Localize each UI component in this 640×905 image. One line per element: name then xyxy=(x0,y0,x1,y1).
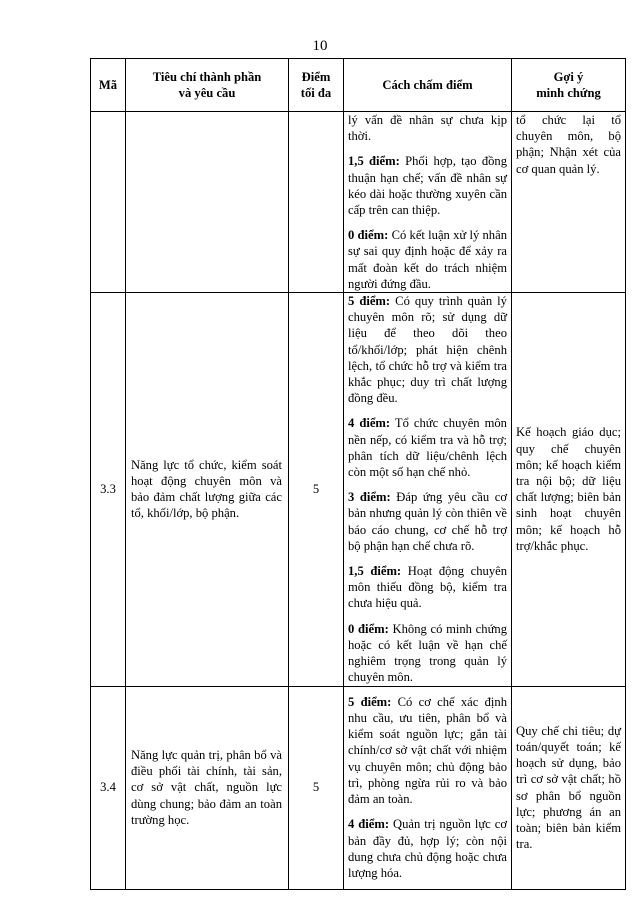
code-cell: 3.4 xyxy=(91,686,126,889)
header-evidence: Gợi ý minh chứng xyxy=(512,59,626,112)
header-criterion: Tiêu chí thành phần và yêu cầu xyxy=(126,59,289,112)
criterion-cell: Năng lực quản trị, phân bổ và điều phối tài chính, tài sản, cơ sở vật chất, nguồn lực dùng chung; bảo đảm an toàn trường học. xyxy=(126,686,289,889)
page-number: 10 xyxy=(312,38,328,54)
score-line: 4 điểm: Quản trị nguồn lực cơ bản đầy đủ, hợp lý; còn nội dung chưa chủ động hoặc chưa lượng hóa. xyxy=(348,817,507,880)
score-line: 5 điểm: Có quy trình quản lý chuyên môn rõ; sử dụng dữ liệu để theo dõi theo tổ/khối/lớp; phát hiện chênh lệch, tổ chức hỗ trợ và kiểm tra khắc phục; duy trì chất lượng đồng đều. xyxy=(348,294,507,406)
max-score-cell: 5 xyxy=(289,686,344,889)
table-row-continued xyxy=(91,112,626,293)
evidence-cell: Quy chế chi tiêu; dự toán/quyết toán; kế hoạch sử dụng, bảo trì cơ sở vật chất; hồ sơ phân bổ nguồn lực; phương án an toàn; biên bản kiểm tra. xyxy=(512,686,626,889)
table-row-3-3 xyxy=(91,293,626,686)
score-line: 1,5 điểm: Phối hợp, tạo đồng thuận hạn chế; vấn đề nhân sự kéo dài hoặc thường xuyên cần cấp trên can thiệp. xyxy=(348,154,508,218)
header-code: Mã xyxy=(91,59,126,112)
max-score-cell xyxy=(289,112,344,293)
score-line: 3 điểm: Đáp ứng yêu cầu cơ bản nhưng quản lý còn thiên về báo cáo chung, cơ chế hỗ trợ bộ phận hạn chế chưa rõ. xyxy=(348,490,507,553)
criteria-table xyxy=(90,58,626,890)
criterion-cell xyxy=(126,112,289,293)
criterion-cell: Năng lực tổ chức, kiểm soát hoạt động chuyên môn và bảo đảm chất lượng giữa các tổ, khối/lớp, bộ phận. xyxy=(126,293,289,686)
header-scoring-method: Cách chấm điểm xyxy=(344,59,512,112)
score-line: lý vấn đề nhân sự chưa kịp thời. xyxy=(348,113,507,144)
score-line: 5 điểm: Có cơ chế xác định nhu cầu, ưu tiên, phân bổ và kiểm soát nguồn lực; gắn tài chính/cơ sở vật chất với nhiệm vụ chuyên môn; chủ động bảo trì, phòng ngừa rủi ro và bảo đảm an toàn. xyxy=(348,694,508,807)
scoring-cell xyxy=(344,686,512,889)
score-line: 0 điểm: Có kết luận xử lý nhân sự sai quy định hoặc để xảy ra mất đoàn kết do trách nhiệm người đứng đầu. xyxy=(348,228,507,291)
code-cell: 3.3 xyxy=(91,293,126,686)
max-score-cell: 5 xyxy=(289,293,344,686)
evidence-cell: Kế hoạch giáo dục; quy chế chuyên môn; kế hoạch kiểm tra nội bộ; dữ liệu chất lượng; biên bản sinh hoạt chuyên môn; kế hoạch hỗ trợ/khắc phục. xyxy=(512,293,626,686)
evidence-cell: tổ chức lại tổ chuyên môn, bộ phận; Nhận xét của cơ quan quản lý. xyxy=(512,112,626,293)
score-line: 4 điểm: Tổ chức chuyên môn nền nếp, có kiểm tra và hỗ trợ; phân tích dữ liệu/chênh lệch còn một số hạn chế nhỏ. xyxy=(348,416,507,480)
header-row xyxy=(91,59,626,112)
score-line: 1,5 điểm: Hoạt động chuyên môn thiếu đồng bộ, kiểm tra chưa hiệu quả. xyxy=(348,564,508,611)
header-max-score: Điểm tối đa xyxy=(289,59,344,112)
table-row-3-4 xyxy=(91,686,626,889)
code-cell xyxy=(91,112,126,293)
scoring-cell xyxy=(344,112,512,293)
scoring-cell xyxy=(344,293,512,686)
score-line: 0 điểm: Không có minh chứng hoặc có kết luận về hạn chế nghiêm trọng trong quản lý chuyên môn. xyxy=(348,621,507,685)
